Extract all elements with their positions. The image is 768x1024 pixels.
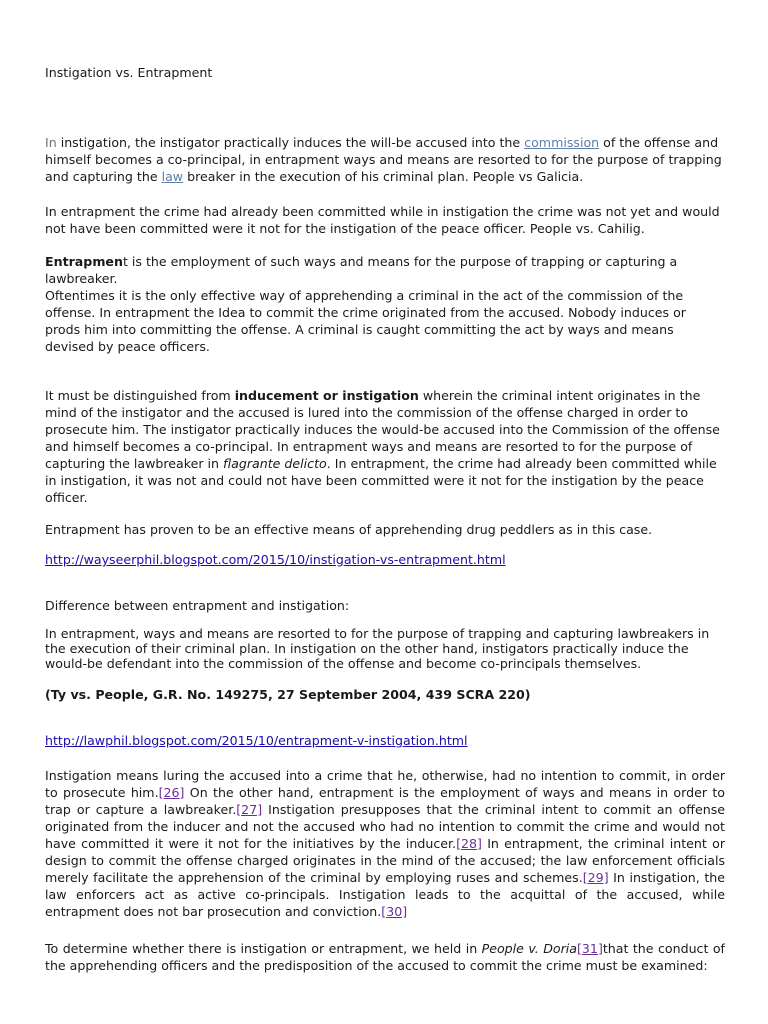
paragraph-5: Entrapment has proven to be an effective means of apprehending drug peddlers as in this case. xyxy=(45,522,653,537)
paragraph-4 xyxy=(45,387,725,506)
paragraph-4-text-b: wherein the criminal intent originates in the mind of the instigator and the accused is lured into the commission of the offense charged in order to prosecute him. The instigator practically induces the would-be accused into the Commission of the offense and himself becomes a co-principal. In entrapment ways and means are resorted to for the purpose of capturing the lawbreaker in xyxy=(45,388,720,471)
document-title: Instigation vs. Entrapment xyxy=(45,65,213,80)
source-link-2-row xyxy=(45,732,725,749)
paragraph-3-text-b: Oftentimes it is the only effective way of apprehending a criminal in the act of the commission of the offense. In entrapment the Idea to commit the crime originated from the accused. Nobody induces or prods him into committing the offense. A criminal is caught committing the act by ways and means devised by peace officers. xyxy=(45,288,686,354)
paragraph-8-text-a: Instigation means luring the accused into a crime that he, otherwise, had no intention to commit, in order to prosecute him. xyxy=(45,768,725,800)
paragraph-1-text-c: breaker in the execution of his criminal plan. People vs Galicia. xyxy=(183,169,584,184)
paragraph-8-text-e: In instigation, the law enforcers act as active co-principals. Instigation leads to the acquittal of the accused, while entrapment does not bar prosecution and conviction. xyxy=(45,870,725,919)
source-link-1[interactable]: http://wayseerphil.blogspot.com/2015/10/instigation-vs-entrapment.html xyxy=(45,552,506,567)
instigation-bold: inducement or instigation xyxy=(234,388,419,403)
paragraph-9-text-a: To determine whether there is instigation or entrapment, we held in xyxy=(45,941,482,956)
source-link-1-row xyxy=(45,551,725,568)
case-citation xyxy=(45,686,725,703)
paragraph-1-text-b: of the offense and himself becomes a co-principal, in entrapment ways and means are resorted to for the purpose of trapping and capturing the xyxy=(45,135,722,184)
paragraph-3-text-a: t is the employment of such ways and means for the purpose of trapping or capturing a lawbreaker. xyxy=(45,254,678,286)
footnote-27-link[interactable]: [27] xyxy=(236,802,263,817)
case-citation-text: (Ty vs. People, G.R. No. 149275, 27 September 2004, 439 SCRA 220) xyxy=(45,687,531,702)
footnote-26-link[interactable]: [26] xyxy=(158,785,185,800)
paragraph-9 xyxy=(45,940,725,974)
paragraph-1-lead: In xyxy=(45,135,57,150)
paragraph-4-text-c: . In entrapment, the crime had already been committed while in instigation, it was not and could not have been committed were it not for the instigation by the peace officer. xyxy=(45,456,717,505)
law-link[interactable]: law xyxy=(161,169,184,184)
paragraph-8-text-b: On the other hand, entrapment is the employment of ways and means in order to trap or capture a lawbreaker. xyxy=(45,785,725,817)
paragraph-4-text-a: It must be distinguished from xyxy=(45,388,235,403)
source-link-2[interactable]: http://lawphil.blogspot.com/2015/10/entrapment-v-instigation.html xyxy=(45,733,468,748)
paragraph-1 xyxy=(45,134,725,185)
paragraph-1-text-a: instigation, the instigator practically induces the will-be accused into the xyxy=(56,135,525,150)
paragraph-2: In entrapment the crime had already been committed while in instigation the crime was not yet and would not have been committed were it not for the instigation of the peace officer. People vs. Cahilig. xyxy=(45,204,720,236)
footnote-30-link[interactable]: [30] xyxy=(381,904,408,919)
flagrante-delicto-italic: flagrante delicto xyxy=(223,456,327,471)
footnote-29-link[interactable]: [29] xyxy=(582,870,609,885)
paragraph-6: Difference between entrapment and instigation: xyxy=(45,598,350,613)
paragraph-3 xyxy=(45,253,725,355)
commission-link[interactable]: commission xyxy=(524,135,600,150)
paragraph-8 xyxy=(45,767,725,920)
footnote-28-link[interactable]: [28] xyxy=(456,836,482,851)
paragraph-9-text-b: that the conduct of the apprehending officers and the predisposition of the accused to commit the crime must be examined: xyxy=(45,941,725,973)
entrapment-bold: Entrapmen xyxy=(45,254,123,269)
people-v-doria-italic: People v. Doria xyxy=(481,941,577,956)
paragraph-7: In entrapment, ways and means are resorted to for the purpose of trapping and capturing lawbreakers in the execution of their criminal plan. In instigation on the other hand, instigators practically induce the would-be defendant into the commission of the offense and become co-principals themselves. xyxy=(45,626,710,671)
paragraph-8-text-c: Instigation presupposes that the criminal intent to commit an offense originated from the inducer and not the accused who had no intention to commit the crime and would not have committed it were it not for the initiatives by the inducer. xyxy=(45,802,725,851)
paragraph-8-text-d: In entrapment, the criminal intent or design to commit the offense charged originates in the mind of the accused; the law enforcement officials merely facilitate the apprehension of the criminal by employing ruses and schemes. xyxy=(45,836,726,885)
footnote-31-link[interactable]: [31] xyxy=(577,941,603,956)
